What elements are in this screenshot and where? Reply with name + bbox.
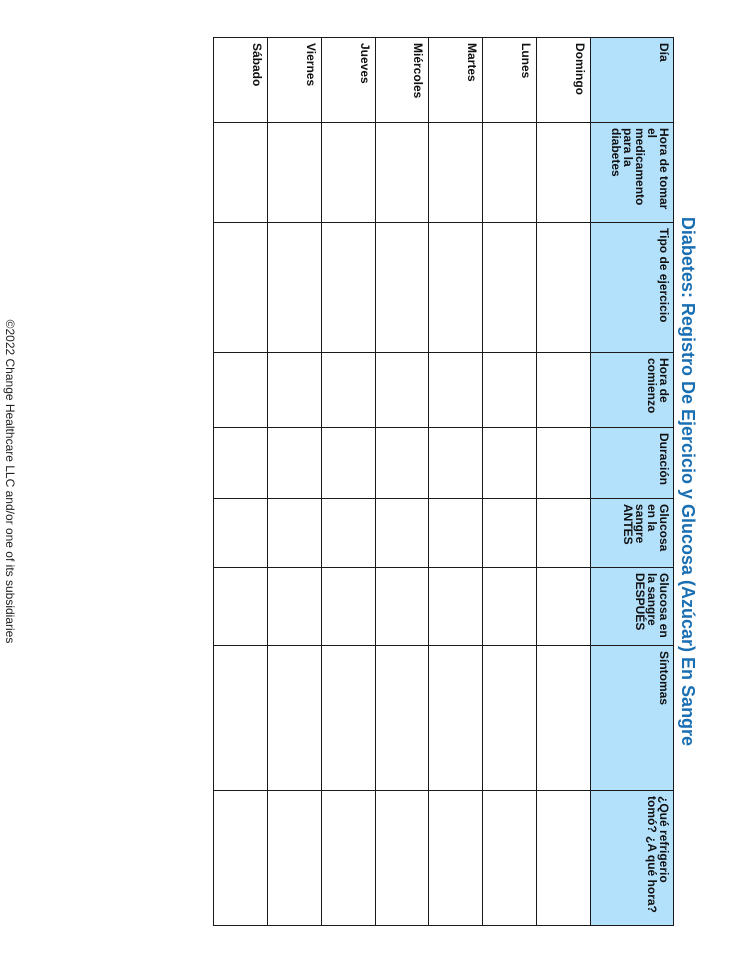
empty-entry-cell[interactable] — [375, 353, 429, 428]
empty-entry-cell[interactable] — [321, 123, 375, 223]
header-row — [591, 38, 674, 926]
empty-entry-cell[interactable] — [483, 428, 537, 499]
table-row — [429, 38, 483, 926]
empty-entry-cell[interactable] — [483, 791, 537, 926]
empty-entry-cell[interactable] — [267, 499, 321, 568]
empty-entry-cell[interactable] — [483, 646, 537, 791]
day-label: Domingo — [537, 38, 591, 123]
empty-entry-cell[interactable] — [321, 568, 375, 646]
empty-entry-cell[interactable] — [214, 791, 268, 926]
empty-entry-cell[interactable] — [483, 123, 537, 223]
empty-entry-cell[interactable] — [321, 646, 375, 791]
empty-entry-cell[interactable] — [429, 646, 483, 791]
day-label: Miércoles — [375, 38, 429, 123]
empty-entry-cell[interactable] — [483, 568, 537, 646]
empty-entry-cell[interactable] — [429, 428, 483, 499]
empty-entry-cell[interactable] — [429, 123, 483, 223]
empty-entry-cell[interactable] — [375, 499, 429, 568]
empty-entry-cell[interactable] — [267, 791, 321, 926]
copyright-footer: ©2022 Change Healthcare LLC and/or one of its subsidiaries — [3, 319, 17, 644]
table-row — [321, 38, 375, 926]
empty-entry-cell[interactable] — [537, 791, 591, 926]
empty-entry-cell[interactable] — [214, 568, 268, 646]
empty-entry-cell[interactable] — [214, 428, 268, 499]
table-body — [214, 38, 591, 926]
empty-entry-cell[interactable] — [267, 568, 321, 646]
col-header-symptoms: Síntomas — [591, 646, 674, 791]
col-header-day: Día — [591, 38, 674, 123]
empty-entry-cell[interactable] — [483, 353, 537, 428]
empty-entry-cell[interactable] — [537, 568, 591, 646]
empty-entry-cell[interactable] — [483, 499, 537, 568]
empty-entry-cell[interactable] — [429, 499, 483, 568]
empty-entry-cell[interactable] — [375, 568, 429, 646]
empty-entry-cell[interactable] — [537, 223, 591, 353]
empty-entry-cell[interactable] — [214, 353, 268, 428]
day-label: Viernes — [267, 38, 321, 123]
col-header-start-time: Hora de comienzo — [591, 353, 674, 428]
empty-entry-cell[interactable] — [321, 223, 375, 353]
col-header-exercise-type: Tipo de ejercicio — [591, 223, 674, 353]
col-header-glucose-before: Glucosa en la sangre ANTES — [591, 499, 674, 568]
empty-entry-cell[interactable] — [429, 791, 483, 926]
empty-entry-cell[interactable] — [429, 223, 483, 353]
empty-entry-cell[interactable] — [321, 791, 375, 926]
empty-entry-cell[interactable] — [375, 223, 429, 353]
empty-entry-cell[interactable] — [375, 123, 429, 223]
col-header-medication-time: Hora de tomar el medicamento para la diabetes — [591, 123, 674, 223]
table-row — [214, 38, 268, 926]
exercise-glucose-log-table — [213, 37, 674, 926]
empty-entry-cell[interactable] — [537, 123, 591, 223]
empty-entry-cell[interactable] — [321, 428, 375, 499]
col-header-duration: Duración — [591, 428, 674, 499]
empty-entry-cell[interactable] — [214, 499, 268, 568]
day-label: Lunes — [483, 38, 537, 123]
table-row — [537, 38, 591, 926]
col-header-snack: ¿Qué refrigerio tomó? ¿A qué hora? — [591, 791, 674, 926]
empty-entry-cell[interactable] — [429, 353, 483, 428]
empty-entry-cell[interactable] — [321, 353, 375, 428]
table-row — [483, 38, 537, 926]
day-label: Jueves — [321, 38, 375, 123]
empty-entry-cell[interactable] — [537, 428, 591, 499]
empty-entry-cell[interactable] — [375, 791, 429, 926]
empty-entry-cell[interactable] — [429, 568, 483, 646]
empty-entry-cell[interactable] — [375, 646, 429, 791]
empty-entry-cell[interactable] — [321, 499, 375, 568]
table-row — [375, 38, 429, 926]
empty-entry-cell[interactable] — [537, 353, 591, 428]
day-label: Martes — [429, 38, 483, 123]
empty-entry-cell[interactable] — [267, 223, 321, 353]
empty-entry-cell[interactable] — [267, 353, 321, 428]
day-label: Sábado — [214, 38, 268, 123]
empty-entry-cell[interactable] — [214, 223, 268, 353]
empty-entry-cell[interactable] — [267, 646, 321, 791]
table-row — [267, 38, 321, 926]
empty-entry-cell[interactable] — [483, 223, 537, 353]
empty-entry-cell[interactable] — [267, 428, 321, 499]
empty-entry-cell[interactable] — [375, 428, 429, 499]
page-title: Diabetes: Registro De Ejercicio y Glucosa (Azúcar) En Sangre — [678, 216, 698, 747]
empty-entry-cell[interactable] — [214, 123, 268, 223]
empty-entry-cell[interactable] — [214, 646, 268, 791]
empty-entry-cell[interactable] — [537, 499, 591, 568]
empty-entry-cell[interactable] — [537, 646, 591, 791]
empty-entry-cell[interactable] — [267, 123, 321, 223]
col-header-glucose-after: Glucosa en la sangre DESPUÉS — [591, 568, 674, 646]
